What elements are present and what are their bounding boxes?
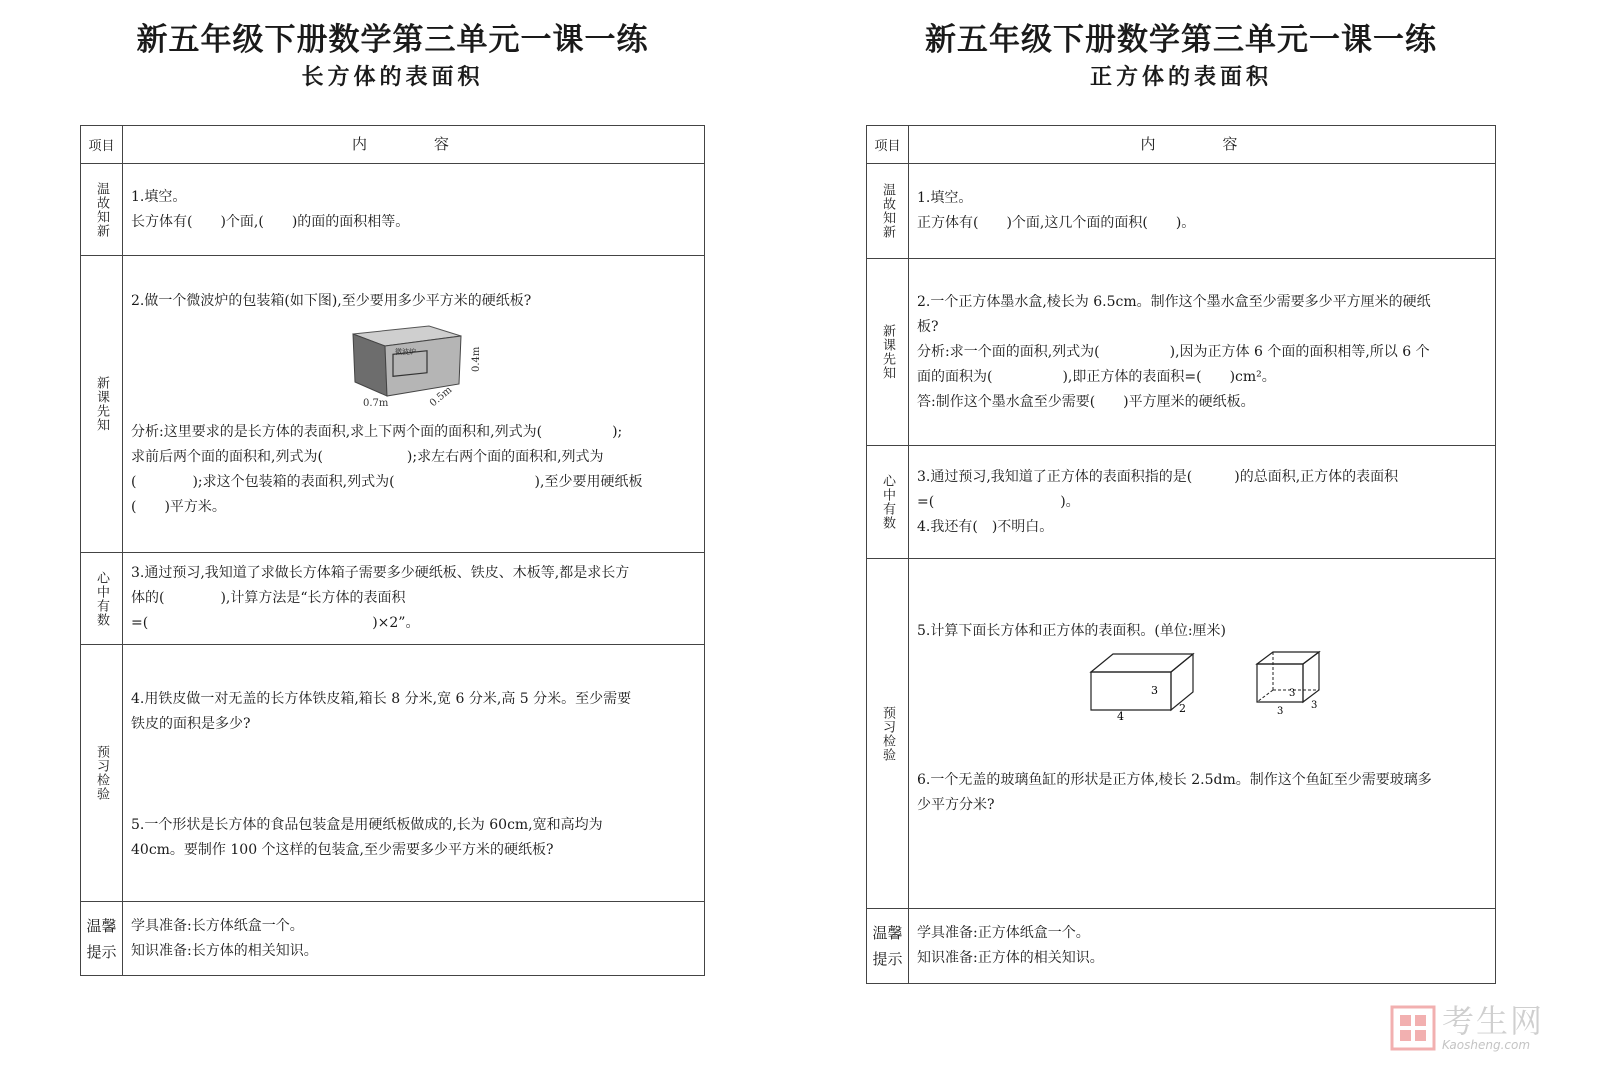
left-content-new-lesson [123,256,704,552]
site-watermark [1390,1002,1544,1052]
cube-edge-a: 3 [1289,688,1296,699]
right-subtitle: 正方体的表面积 [1089,64,1272,90]
text-line: 正方体有( )个面,这几个面的面积( )。 [917,215,1196,231]
right-table [866,125,1496,984]
text-line: 学具准备:正方体纸盒一个。 [917,925,1090,941]
text-line: 长方体有( )个面,( )的面的面积相等。 [131,213,410,230]
right-content-new-lesson [909,259,1495,445]
watermark-text: 考生网 [1441,1002,1544,1040]
left-label-mind: 心中有数 [81,553,123,644]
text-line: ( );求这个包装箱的表面积,列式为( ),至少要用硬纸板 [131,473,643,490]
text-line: 知识准备:长方体的相关知识。 [131,942,318,959]
right-label-review: 温故知新 [867,164,909,258]
right-content-tips [909,909,1495,983]
cuboid-height: 3 [1151,684,1158,697]
right-content-mind [909,446,1495,558]
left-subtitle: 长方体的表面积 [301,64,484,90]
cuboid-figure [1087,648,1217,720]
left-table [80,125,705,976]
text-line: 求前后两个面的面积和,列式为( );求左右两个面的面积和,列式为 [131,448,604,465]
text-line: 体的( ),计算方法是“长方体的表面积 [131,590,406,606]
right-content-preview [909,559,1495,908]
solids-figure [1087,648,1487,720]
tips-label-a: 温馨 [872,924,903,942]
question-4-line: 4.用铁皮做一对无盖的长方体铁皮箱,箱长 8 分米,宽 6 分米,高 5 分米。至少需要 [131,691,632,707]
microwave-box-image [339,320,489,410]
left-label-new-lesson: 新课先知 [81,256,123,552]
dim-length: 0.7m [362,397,388,409]
right-header-item: 项目 [867,126,909,163]
left-header-item: 项目 [81,126,123,163]
cube-edge-b: 3 [1277,706,1284,717]
text-line: =( )。 [917,493,1080,510]
question-2: 2.做一个微波炉的包装箱(如下图),至少要用多少平方米的硬纸板? [131,292,532,309]
text-line: ( )平方米。 [131,498,226,515]
left-content-review [123,164,704,255]
cube-edge-c: 3 [1311,700,1318,711]
right-row-review [867,163,1495,258]
text-line: 1.填空。 [917,190,973,206]
left-header-content: 内 容 [351,135,475,153]
right-row-new-lesson [867,258,1495,445]
question-6-line: 少平方分米? [917,797,995,813]
right-worksheet [866,0,1496,1073]
text-line: 分析:这里要求的是长方体的表面积,求上下两个面的面积和,列式为( ); [131,423,623,440]
right-label-preview: 预习检验 [867,559,909,908]
cuboid-width: 2 [1179,702,1186,715]
right-label-tips [867,909,909,983]
dim-width: 0.5m [427,383,454,409]
left-label-preview: 预习检验 [81,645,123,901]
tips-label-b: 提示 [86,942,117,961]
text-line: 板? [917,318,939,335]
left-row-review [81,163,704,255]
left-label-review: 温故知新 [81,164,123,255]
question-5-line: 40cm。要制作 100 个这样的包装盒,至少需要多少平方米的硬纸板? [131,842,554,858]
tips-label-b: 提示 [872,950,903,968]
question-5: 5.计算下面长方体和正方体的表面积。(单位:厘米) [917,623,1226,639]
text-line: 4.我还有( )不明白。 [917,518,1054,535]
right-label-mind: 心中有数 [867,446,909,558]
right-header-content: 内 容 [1140,135,1264,153]
right-row-tips [867,908,1495,983]
left-content-preview [123,645,704,901]
left-content-tips [123,902,704,975]
text-line: 1.填空。 [131,188,187,205]
question-5-line: 5.一个形状是长方体的食品包装盒是用硬纸板做成的,长为 60cm,宽和高均为 [131,817,603,833]
left-content-mind [123,553,704,644]
tips-label-a: 温馨 [86,916,117,935]
left-row-tips [81,901,704,975]
left-header-row [81,126,704,163]
text-line: 知识准备:正方体的相关知识。 [917,950,1104,966]
text-line: 2.一个正方体墨水盒,棱长为 6.5cm。制作这个墨水盒至少需要多少平方厘米的硬纸 [917,293,1431,310]
left-row-preview [81,644,704,901]
question-4-line: 铁皮的面积是多少? [131,716,251,732]
right-content-review [909,164,1495,258]
right-row-preview [867,558,1495,908]
microwave-box-figure [131,320,696,410]
left-row-new-lesson [81,255,704,552]
text-line: 分析:求一个面的面积,列式为( ),因为正方体 6 个面的面积相等,所以 6 个 [917,343,1430,360]
text-line: 学具准备:长方体纸盒一个。 [131,917,304,934]
question-6-line: 6.一个无盖的玻璃鱼缸的形状是正方体,棱长 2.5dm。制作这个鱼缸至少需要玻璃多 [917,772,1432,788]
text-line: =( )×2”。 [131,615,420,631]
left-title: 新五年级下册数学第三单元一课一练 [136,22,649,58]
text-line: 答:制作这个墨水盒至少需要( )平方厘米的硬纸板。 [917,393,1255,410]
right-row-mind [867,445,1495,558]
text-line: 面的面积为( ),即正方体的表面积=( )cm²。 [917,368,1276,385]
right-label-new-lesson: 新课先知 [867,259,909,445]
right-title: 新五年级下册数学第三单元一课一练 [925,22,1437,58]
cube-figure [1253,648,1329,718]
watermark-logo-icon [1390,1005,1436,1051]
left-row-mind [81,552,704,644]
text-line: 3.通过预习,我知道了正方体的表面积指的是( )的总面积,正方体的表面积 [917,468,1399,485]
watermark-url: Kaosheng.com [1441,1038,1531,1052]
text-line: 3.通过预习,我知道了求做长方体箱子需要多少硬纸板、铁皮、木板等,都是求长方 [131,565,630,581]
right-header-row [867,126,1495,163]
box-label: 微波炉 [394,347,416,356]
dim-height: 0.4m [470,346,482,372]
cuboid-length: 4 [1117,710,1124,720]
left-label-tips [81,902,123,975]
left-worksheet [80,0,705,1073]
